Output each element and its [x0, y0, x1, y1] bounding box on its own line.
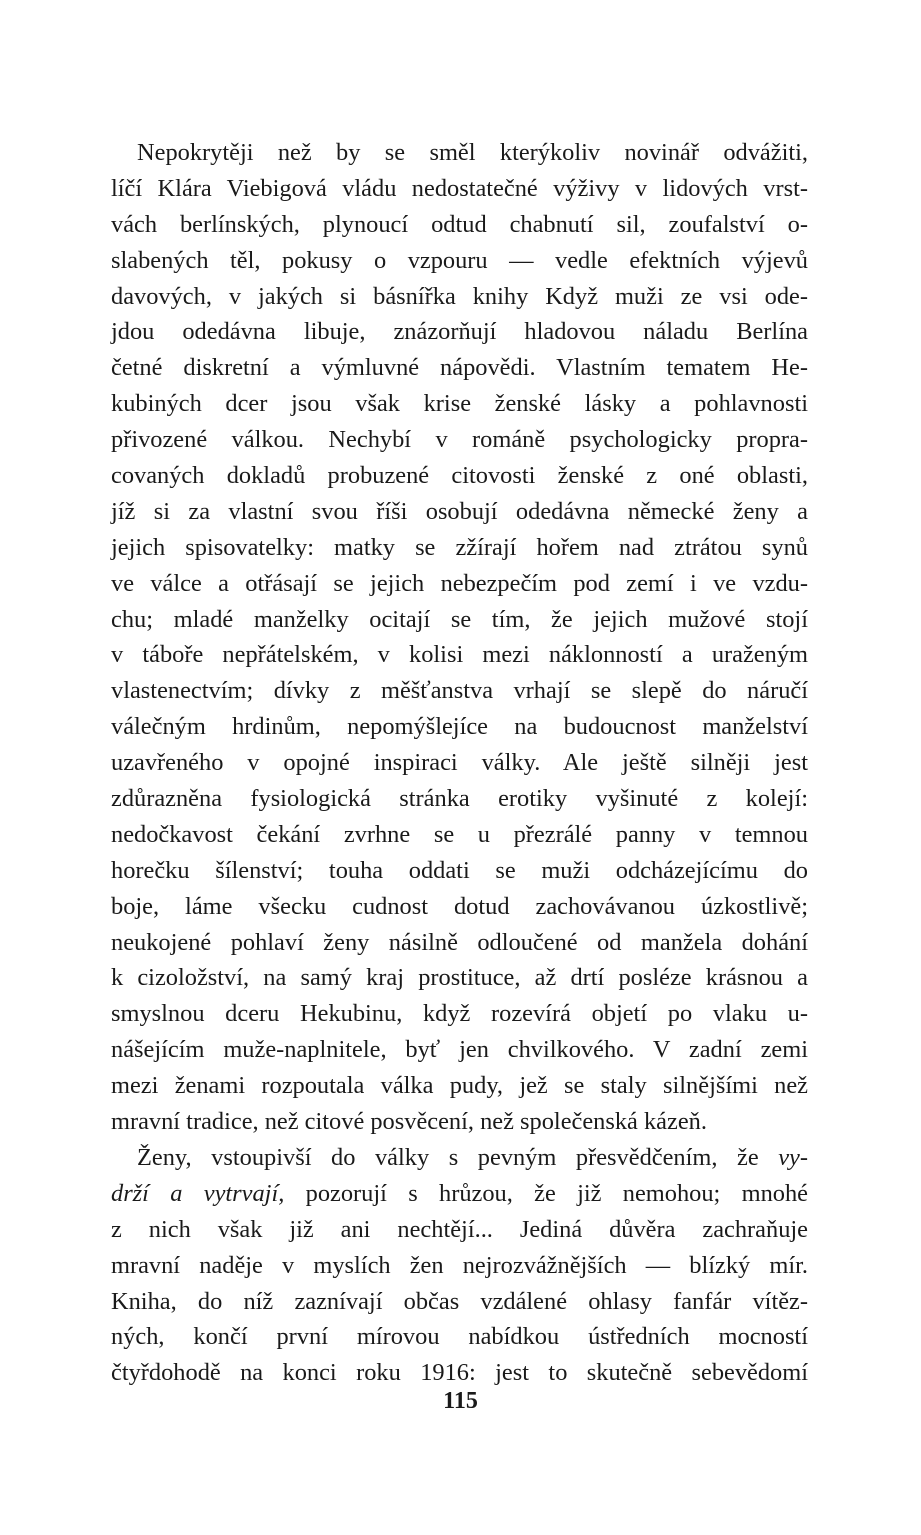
text-line: vlastenectvím; dívky z měšťanstva vrhají se slepě do náručí	[111, 677, 808, 705]
text-run: Ženy, vstoupivší do války s pevným přesvědčením, že	[137, 1143, 779, 1171]
paragraph-2-rest	[111, 1217, 808, 1396]
paragraph-1	[111, 140, 808, 1145]
italic-text: drží a vytrvají,	[111, 1179, 285, 1207]
text-line: davových, v jakých si básnířka knihy Když muži ze vsi ode-	[111, 282, 808, 310]
text-line: válečným hrdinům, nepomýšlejíce na budoucnost manželství	[111, 713, 808, 741]
text-line: mravní tradice, než citové posvěcení, než společenská kázeň.	[111, 1108, 707, 1136]
text-line: horečku šílenství; touha oddati se muži odcházejícímu do	[111, 856, 808, 884]
text-line	[111, 1181, 808, 1217]
text-line: covaných dokladů probuzené citovosti ženské z oné oblasti,	[111, 462, 808, 490]
text-line: slabených těl, pokusy o vzpouru — vedle efektních výjevů	[111, 246, 808, 274]
text-line: mravní naděje v myslích žen nejrozvážnějších — blízký mír.	[111, 1251, 808, 1279]
text-line: v táboře nepřátelském, v kolisi mezi náklonností a uraženým	[111, 641, 808, 669]
page-number: 115	[443, 1388, 478, 1414]
text-line: neukojené pohlaví ženy násilně odloučené od manžela dohání	[111, 928, 808, 956]
text-line	[111, 1145, 808, 1181]
text-line: smyslnou dceru Hekubinu, když rozevírá objetí po vlaku u-	[111, 1000, 808, 1028]
text-line: k cizoložství, na samý kraj prostituce, až drtí posléze krásnou a	[111, 964, 808, 992]
italic-text: vy-	[778, 1143, 808, 1171]
text-line: vách berlínských, plynoucí odtud chabnutí sil, zoufalství o-	[111, 210, 808, 238]
text-line: čtyřdohodě na konci roku 1916: jest to skutečně sebevědomí	[111, 1359, 808, 1387]
text-line: Kniha, do níž zaznívají občas vzdálené ohlasy fanfár vítěz-	[111, 1287, 808, 1315]
text-line: jejich spisovatelky: matky se zžírají hořem nad ztrátou synů	[111, 533, 808, 561]
paragraph-2	[111, 1145, 808, 1396]
text-line: ve válce a otřásají se jejich nebezpečím pod zemí i ve vzdu-	[111, 569, 808, 597]
text-line: ných, končí první mírovou nabídkou ústředních mocností	[111, 1323, 808, 1351]
text-line: Nepokrytěji než by se směl kterýkoliv novinář odvážiti,	[137, 139, 808, 166]
text-line: mezi ženami rozpoutala válka pudy, jež se staly silnějšími než	[111, 1072, 808, 1100]
text-line: zdůrazněna fysiologická stránka erotiky vyšinuté z kolejí:	[111, 785, 808, 813]
text-run: pozorují s hrůzou, že již nemohou; mnohé	[284, 1179, 808, 1207]
text-line: jdou odedávna libuje, znázorňují hladovou náladu Berlína	[111, 318, 808, 346]
text-line: jíž si za vlastní svou říši osobují odedávna německé ženy a	[111, 497, 808, 525]
text-line: nášejícím muže-naplnitele, byť jen chvilkového. V zadní zemi	[111, 1036, 808, 1064]
text-line: z nich však již ani nechtějí... Jediná důvěra zachraňuje	[111, 1215, 808, 1243]
text-line: uzavřeného v opojné inspiraci války. Ale ještě silněji jest	[111, 749, 808, 777]
text-line: líčí Klára Viebigová vládu nedostatečné výživy v lidových vrst-	[111, 174, 808, 202]
body-text	[111, 140, 808, 1396]
text-line: nedočkavost čekání zvrhne se u přezrálé panny v temnou	[111, 820, 808, 848]
text-line: četné diskretní a výmluvné nápovědi. Vlastním tematem He-	[111, 354, 808, 382]
text-line: boje, láme všecku cudnost dotud zachovávanou úzkostlivě;	[111, 892, 808, 920]
text-line: kubiných dcer jsou však krise ženské lásky a pohlavnosti	[111, 390, 808, 418]
text-line: přivozené válkou. Nechybí v románě psychologicky propra-	[111, 426, 808, 454]
text-line: chu; mladé manželky ocitají se tím, že jejich mužové stojí	[111, 605, 808, 633]
